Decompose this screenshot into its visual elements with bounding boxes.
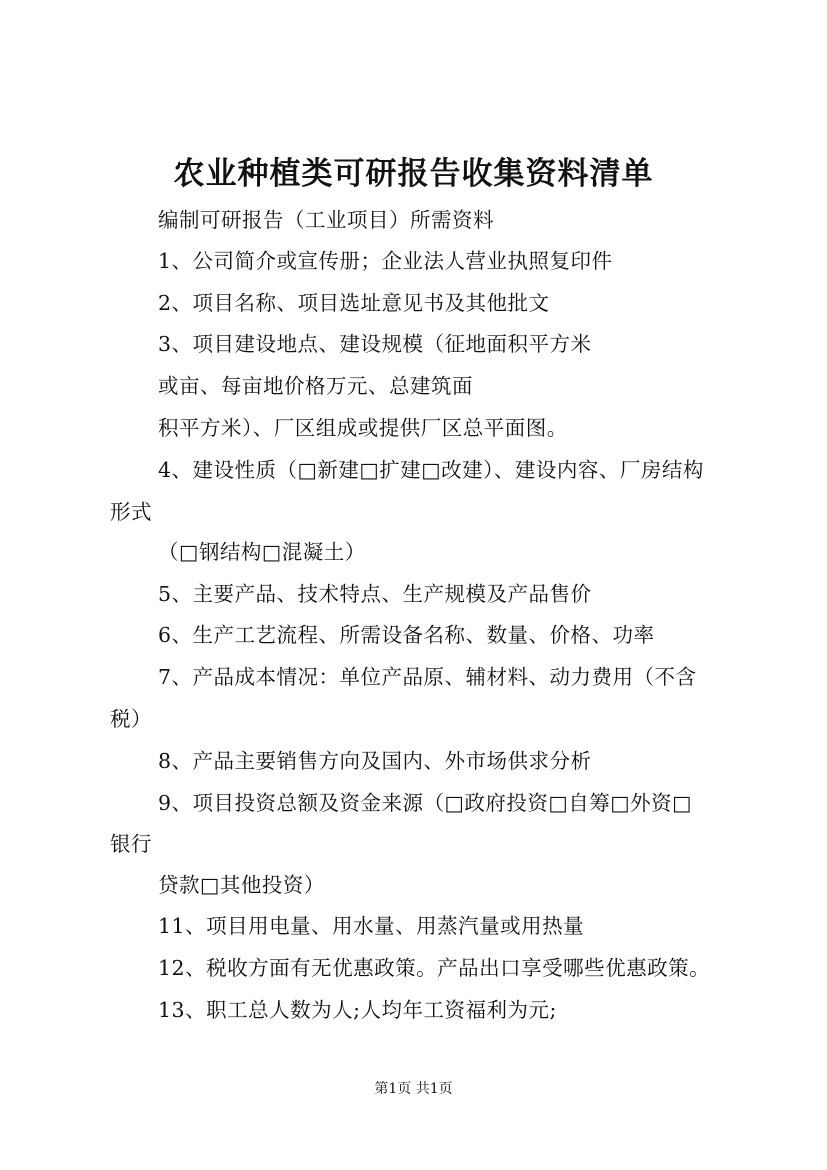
item-11: 11、项目用电量、用水量、用蒸汽量或用热量 (158, 914, 585, 938)
item-4: 4、建设性质（□新建□扩建□改建）、建设内容、厂房结构 (158, 458, 704, 482)
item-12: 12、税收方面有无优惠政策。产品出口享受哪些优惠政策。 (158, 956, 711, 980)
item-9-cont-2: 贷款□其他投资） (158, 873, 325, 897)
item-9-cont-1: 银行 (110, 832, 152, 856)
item-13: 13、职工总人数为人;人均年工资福利为元; (158, 998, 557, 1022)
page-footer: 第1页 共1页 (374, 1081, 453, 1097)
item-4-cont-1: 形式 (110, 500, 152, 524)
item-3: 3、项目建设地点、建设规模（征地面积平方米 (158, 332, 592, 356)
item-7: 7、产品成本情况：单位产品原、辅材料、动力费用（不含 (158, 665, 697, 689)
item-9: 9、项目投资总额及资金来源（□政府投资□自筹□外资□ (158, 791, 693, 815)
section-intro: 编制可研报告（工业项目）所需资料 (158, 208, 494, 232)
item-2: 2、项目名称、项目选址意见书及其他批文 (158, 291, 550, 315)
item-3-cont-1: 或亩、每亩地价格万元、总建筑面 (158, 374, 473, 398)
item-1: 1、公司简介或宣传册；企业法人营业执照复印件 (158, 249, 613, 273)
item-5: 5、主要产品、技术特点、生产规模及产品售价 (158, 582, 592, 606)
item-4-cont-2: （□钢结构□混凝土） (158, 540, 366, 564)
item-8: 8、产品主要销售方向及国内、外市场供求分析 (158, 749, 592, 773)
item-6: 6、生产工艺流程、所需设备名称、数量、价格、功率 (158, 623, 655, 647)
document-title: 农业种植类可研报告收集资料清单 (173, 156, 654, 192)
item-7-cont: 税） (110, 707, 152, 731)
item-3-cont-2: 积平方米）、厂区组成或提供厂区总平面图。 (158, 416, 568, 440)
